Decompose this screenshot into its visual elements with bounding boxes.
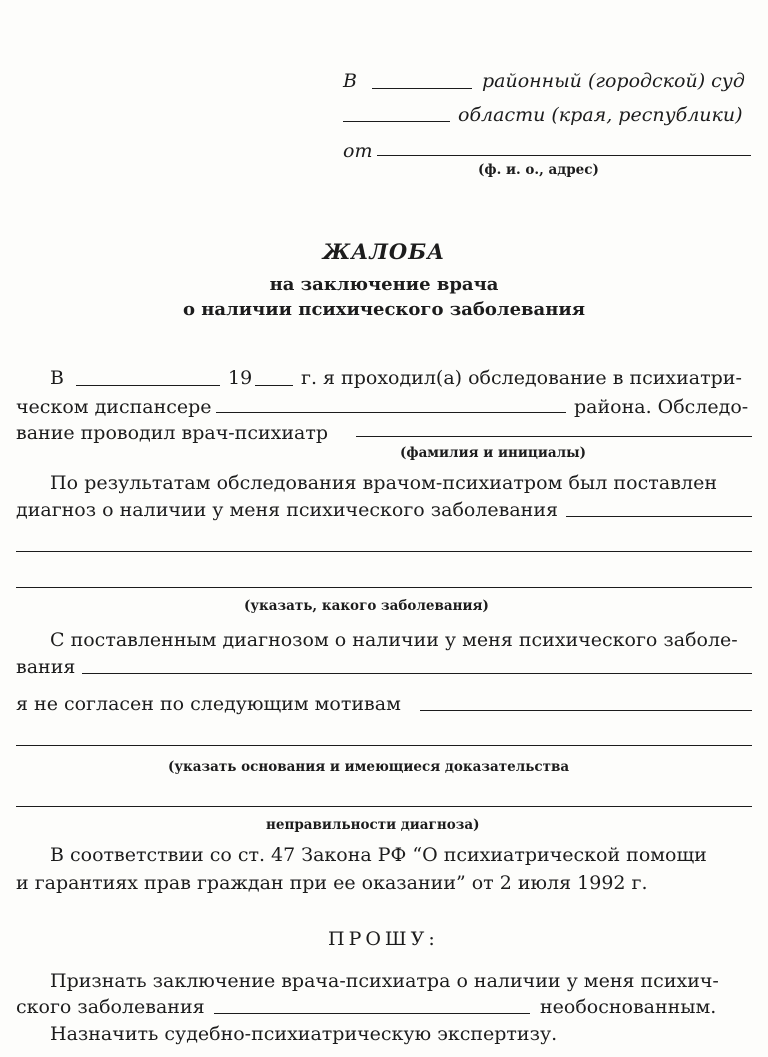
psychiatrist-name-line[interactable] <box>356 436 752 437</box>
diagnosis-line-2[interactable] <box>16 551 752 552</box>
psychiatrist-hint: (фамилия и инициалы) <box>400 445 587 461</box>
region-label: области (края, республики) <box>458 104 743 126</box>
from-prefix: от <box>343 140 373 162</box>
reasons-hint-1: (указать основания и имеющиеся доказательства <box>168 759 570 775</box>
court-label: районный (городской) суд <box>482 70 745 92</box>
document-subtitle-1: на заключение врача <box>269 274 499 295</box>
sender-hint: (ф. и. о., адрес) <box>478 162 599 178</box>
p1-line2-end: района. Обследо- <box>574 396 749 418</box>
exam-year-line[interactable] <box>255 385 293 386</box>
p4-line2: и гарантиях прав граждан при ее оказании” от 2 июля 1992 г. <box>16 872 648 894</box>
p2-line1: По результатам обследования врачом-психиатром был поставлен <box>50 472 718 494</box>
p1-year: 19 <box>228 367 253 389</box>
request-1-line1: Признать заключение врача-психиатра о наличии у меня психич- <box>50 970 719 992</box>
p2-line2: диагноз о наличии у меня психического заболевания <box>16 499 558 521</box>
disease-line[interactable] <box>82 673 752 674</box>
reasons-hint-2: неправильности диагноза) <box>266 817 480 833</box>
p3-line3: я не согласен по следующим мотивам <box>16 693 401 715</box>
document-subtitle-2: о наличии психического заболевания <box>182 299 586 320</box>
p1-prefix: В <box>50 367 64 389</box>
p1-line1-text: г. я проходил(а) обследование в психиатри- <box>301 367 742 389</box>
reasons-line-2[interactable] <box>16 745 752 746</box>
p1-line2-text: ческом диспансере <box>16 396 212 418</box>
region-name-line[interactable] <box>343 121 450 122</box>
diagnosis-line-3[interactable] <box>16 587 752 588</box>
court-name-line[interactable] <box>372 88 472 89</box>
request-1-line2: ского заболевания <box>16 996 205 1018</box>
p3-line2: вания <box>16 656 76 678</box>
reasons-line-3[interactable] <box>16 806 752 807</box>
p3-line1: С поставленным диагнозом о наличии у меня психического заболе- <box>50 629 738 651</box>
request-1-end: необоснованным. <box>540 996 717 1018</box>
exam-month-line[interactable] <box>76 385 220 386</box>
disease-name-line[interactable] <box>214 1013 530 1014</box>
p1-line3-text: вание проводил врач-психиатр <box>16 422 329 444</box>
request-heading: ПРОШУ: <box>328 928 439 950</box>
request-2-line1: Назначить судебно-психиатрическую экспертизу. <box>50 1023 558 1045</box>
reasons-line-1[interactable] <box>420 710 752 711</box>
diagnosis-line-1[interactable] <box>566 516 752 517</box>
dispensary-line[interactable] <box>216 412 566 413</box>
sender-line[interactable] <box>377 155 751 156</box>
p4-line1: В соответствии со ст. 47 Закона РФ “О психиатрической помощи <box>50 844 707 866</box>
document-title: ЖАЛОБА <box>322 239 446 264</box>
diagnosis-hint: (указать, какого заболевания) <box>244 598 489 614</box>
court-prefix: В <box>343 70 357 92</box>
